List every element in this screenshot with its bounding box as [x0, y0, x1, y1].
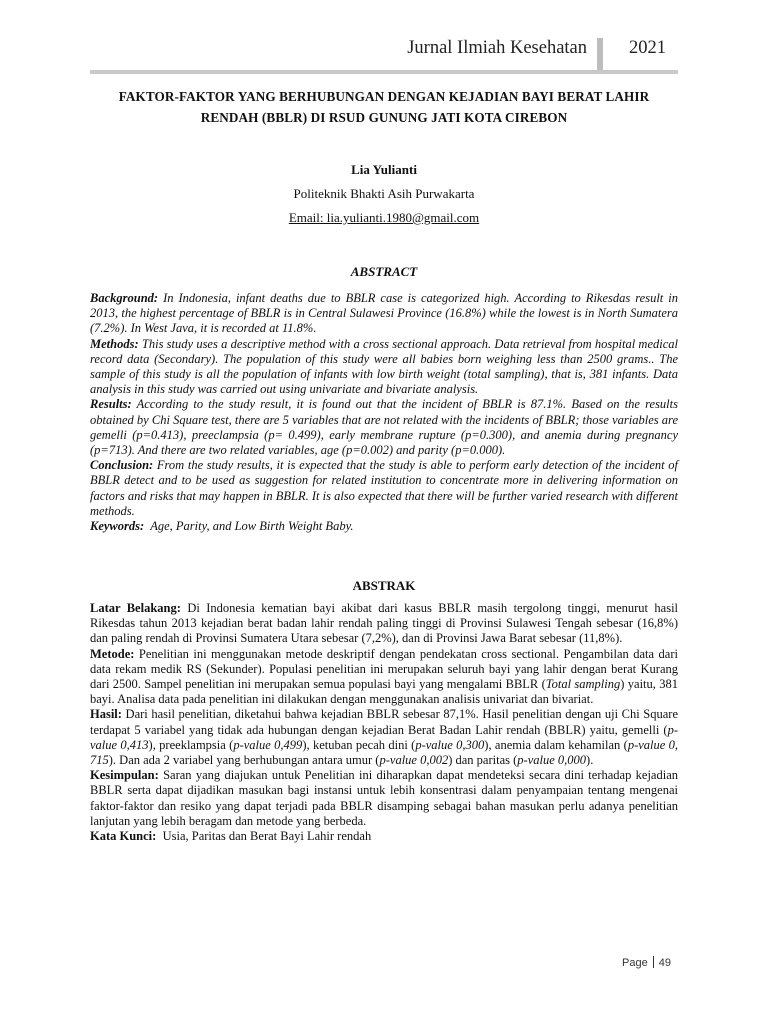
abstract-indonesian: [90, 601, 678, 844]
abstract-keywords: [90, 519, 678, 534]
hasil-pvalue-3: p-value 0,300: [415, 737, 485, 752]
abstract-methods: [90, 337, 678, 398]
latar-label: Latar Belakang:: [90, 601, 181, 615]
footer-separator: [653, 956, 654, 968]
abstrak-hasil: [90, 707, 678, 768]
results-label: Results:: [90, 397, 132, 412]
conclusion-text: From the study results, it is expected that the study is able to perform early detection of the incident of BBLR detect and to be used as suggestion for related institution to concentrate more in delivering information on factors and risks that may happen in BBLR. It is also expected that there will be further varied research with different methods.: [90, 458, 679, 518]
metode-text-1: Penelitian ini menggunakan metode deskriptif dengan pendekatan cross sectional. Pengambilan data dari data rekam medik RS (Sekunder). Populasi penelitian ini merupakan seluruh bayi yang lahir dengan berat Kurang dari 2500. Sampel penelitian ini merupakan semua populasi bayi yang mengalami BBLR (: [90, 646, 678, 692]
abstract-english: [90, 291, 678, 534]
conclusion-label: Conclusion:: [90, 458, 154, 473]
page-label: Page: [622, 957, 648, 969]
kata-kunci-label: Kata Kunci:: [90, 829, 157, 844]
hasil-text-1: Dari hasil penelitian, diketahui bahwa kejadian BBLR sebesar 87,1%. Hasil penelitian dengan uji Chi Square terdapat 5 variabel yang tidak ada hubungan dengan kejadian Berat Badan Lahir rendah (BBLR) yaitu, gemelli (: [90, 707, 679, 737]
hasil-pvalue-5: p-value 0,002: [379, 753, 449, 768]
page-number: 49: [658, 957, 671, 969]
methods-text: This study uses a descriptive method with a cross sectional approach. Data retrieval from hospital medical record data (Secondary). The population of this study were all babies born weighing less than 2500 grams.. The sample of this study is all the population of infants with low birth weight (total sampling), that is, 381 infants. Data analysis in this study was carried out using univariate and bivariate analysis.: [90, 336, 679, 397]
abstract-results: [90, 397, 678, 458]
latar-text: Di Indonesia kematian bayi akibat dari kasus BBLR masih tergolong tinggi, menurut hasil Rikesdas tahun 2013 kejadian berat badan lahir rendah paling tinggi di Provinsi Sulawesi Tengah sebesar (16,8%) dan paling rendah di Provinsi Sumatera Utara sebesar (7,2%), dan di Provinsi Jawa Barat sebesar (11,8%).: [90, 601, 679, 646]
abstrak-kesimpulan: [90, 768, 678, 829]
hasil-text-7: ).: [586, 753, 594, 768]
keywords-text: Age, Parity, and Low Birth Weight Baby.: [150, 519, 354, 534]
header-divider: [597, 38, 603, 72]
keywords-label: Keywords:: [90, 519, 145, 534]
paper-title: FAKTOR-FAKTOR YANG BERHUBUNGAN DENGAN KEJADIAN BAYI BERAT LAHIR RENDAH (BBLR) DI RSUD GUNUNG JATI KOTA CIREBON: [118, 89, 650, 125]
abstract-conclusion: [90, 458, 678, 519]
header-rule: [90, 70, 678, 74]
hasil-label: Hasil:: [90, 707, 122, 722]
hasil-text-2: ), preeklampsia (: [148, 737, 234, 752]
metode-label: Metode:: [90, 646, 135, 661]
hasil-text-3: ), ketuban pecah dini (: [302, 737, 416, 752]
methods-label: Methods:: [90, 336, 139, 351]
metode-italic: Total sampling: [545, 677, 621, 692]
abstrak-metode: [90, 647, 678, 708]
hasil-pvalue-4: p-value 0, 715: [90, 737, 679, 768]
author-affiliation: Politeknik Bhakti Asih Purwakarta: [293, 186, 475, 201]
hasil-text-4: ), anemia dalam kehamilan (: [484, 737, 628, 752]
hasil-text-6: ) dan paritas (: [448, 753, 518, 768]
hasil-text-5: ). Dan ada 2 variabel yang berhubungan antara umur (: [108, 753, 380, 768]
author-email[interactable]: Email: lia.yulianti.1980@gmail.com: [288, 210, 480, 225]
abstract-background: [90, 291, 678, 337]
metode-text-2: ) yaitu, 381 bayi. Analisa data pada penelitian ini dilakukan dengan menggunakan analisis univariat dan bivariat.: [90, 677, 678, 707]
page-header: [90, 34, 680, 74]
kata-kunci-text: Usia, Paritas dan Berat Bayi Lahir rendah: [162, 829, 372, 844]
hasil-pvalue-6: p-value 0,000: [517, 753, 587, 768]
hasil-pvalue-2: p-value 0,499: [233, 737, 303, 752]
kesimpulan-label: Kesimpulan:: [90, 768, 159, 783]
background-label: Background:: [90, 291, 159, 305]
page-footer: [622, 956, 671, 969]
journal-year: 2021: [629, 38, 666, 58]
results-text: According to the study result, it is found out that the incident of BBLR is 87.1%. Based on the results obtained by Chi Square test, there are 5 variables that are not related with the incidents of BBLR; those variables are gemelli (p=0.413), preeclampsia (p= 0.499), early membrane rupture (p=0.300), and anemia during pregnancy (p=713). And there are two related variables, age (p=0.002) and parity (p=0.000).: [90, 397, 678, 458]
abstract-heading: ABSTRACT: [350, 264, 418, 279]
author-name: Lia Yulianti: [351, 162, 417, 177]
kesimpulan-text: Saran yang diajukan untuk Penelitian ini diharapkan dapat mendeteksi secara dini terhadap kejadian BBLR serta dapat dijadikan masukan bagi instansi untuk lebih konsentrasi dalam penyampaian tentang mengenai faktor-faktor dan resiko yang dapat terjadi pada BBLR disamping sebagai bahan masukan perlu adanya penelitian lanjutan yang lebih beragam dan metode yang berbeda.: [90, 768, 678, 828]
journal-name: Jurnal Ilmiah Kesehatan: [407, 38, 587, 58]
hasil-pvalue-1: p-value 0,413: [90, 722, 678, 752]
abstrak-kata-kunci: [90, 829, 678, 844]
background-text: In Indonesia, infant deaths due to BBLR case is categorized high. According to Rikesdas result in 2013, the highest percentage of BBLR is in Central Sulawesi Province (16.8%) while the lowest is in North Sumatera (7.2%). In West Java, it is recorded at 11.8%.: [90, 291, 678, 336]
abstrak-latar: [90, 601, 678, 647]
abstrak-heading: ABSTRAK: [352, 578, 416, 593]
